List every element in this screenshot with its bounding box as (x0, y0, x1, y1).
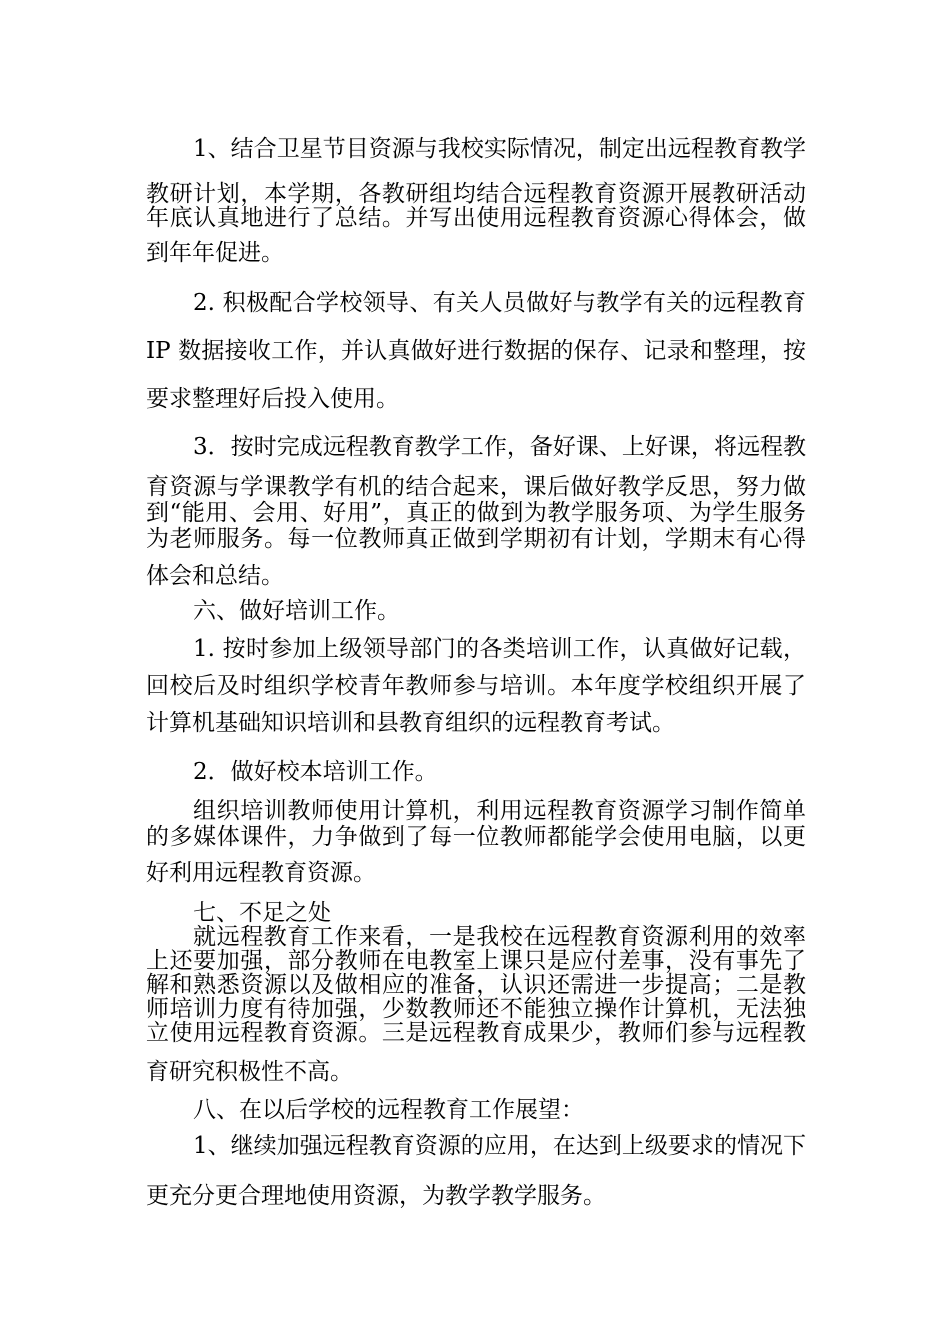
section-heading: 六、做好培训工作。 (193, 598, 400, 624)
text-line: IP 数据接收工作，并认真做好进行数据的保存、记录和整理，按 (146, 338, 806, 364)
text-line: 师培训力度有待加强，少数教师还不能独立操作计算机，无法独 (146, 996, 806, 1022)
text-line: 1、结合卫星节目资源与我校实际情况，制定出远程教育教学 (193, 136, 806, 162)
text-line: 就远程教育工作来看，一是我校在远程教育资源利用的效率 (193, 924, 806, 950)
section-heading: 八、在以后学校的远程教育工作展望： (193, 1097, 584, 1123)
text-line: 更充分更合理地使用资源，为教学教学服务。 (146, 1183, 606, 1209)
text-line: 育资源与学课教学有机的结合起来，课后做好教学反思，努力做 (146, 474, 806, 500)
text-line: 计算机基础知识培训和县教育组织的远程教育考试。 (146, 710, 675, 736)
text-line: 好利用远程教育资源。 (146, 860, 376, 886)
text-line: 教研计划，本学期，各教研组均结合远程教育资源开展教研活动 (146, 181, 806, 207)
text-line: 要求整理好后投入使用。 (146, 386, 399, 412)
text-line: 到“能用、会用、好用”，真正的做到为教学服务项、为学生服务 (146, 500, 806, 526)
section-heading: 七、不足之处 (193, 900, 331, 926)
text-line: 2．做好校本培训工作。 (193, 759, 438, 785)
text-line: 育研究积极性不高。 (146, 1059, 353, 1085)
text-line: 3．按时完成远程教育教学工作，备好课、上好课，将远程教 (193, 434, 806, 460)
text-line: 年底认真地进行了总结。并写出使用远程教育资源心得体会，做 (146, 205, 806, 231)
text-line: 回校后及时组织学校青年教师参与培训。本年度学校组织开展了 (146, 673, 806, 699)
text-line: 立使用远程教育资源。三是远程教育成果少，教师们参与远程教 (146, 1020, 806, 1046)
text-line: 体会和总结。 (146, 563, 284, 589)
text-line: 1、继续加强远程教育资源的应用，在达到上级要求的情况下 (193, 1133, 806, 1159)
text-line: 1. 按时参加上级领导部门的各类培训工作，认真做好记载， (193, 636, 806, 662)
text-line: 到年年促进。 (146, 240, 284, 266)
text-line: 为老师服务。每一位教师真正做到学期初有计划，学期末有心得 (146, 526, 806, 552)
text-line: 的多媒体课件，力争做到了每一位教师都能学会使用电脑，以更 (146, 824, 806, 850)
text-line: 上还要加强，部分教师在电教室上课只是应付差事，没有事先了 (146, 948, 806, 974)
text-line: 解和熟悉资源以及做相应的准备，认识还需进一步提高；二是教 (146, 972, 806, 998)
text-line: 2. 积极配合学校领导、有关人员做好与教学有关的远程教育 (193, 290, 806, 316)
text-line: 组织培训教师使用计算机，利用远程教育资源学习制作简单 (193, 798, 806, 824)
